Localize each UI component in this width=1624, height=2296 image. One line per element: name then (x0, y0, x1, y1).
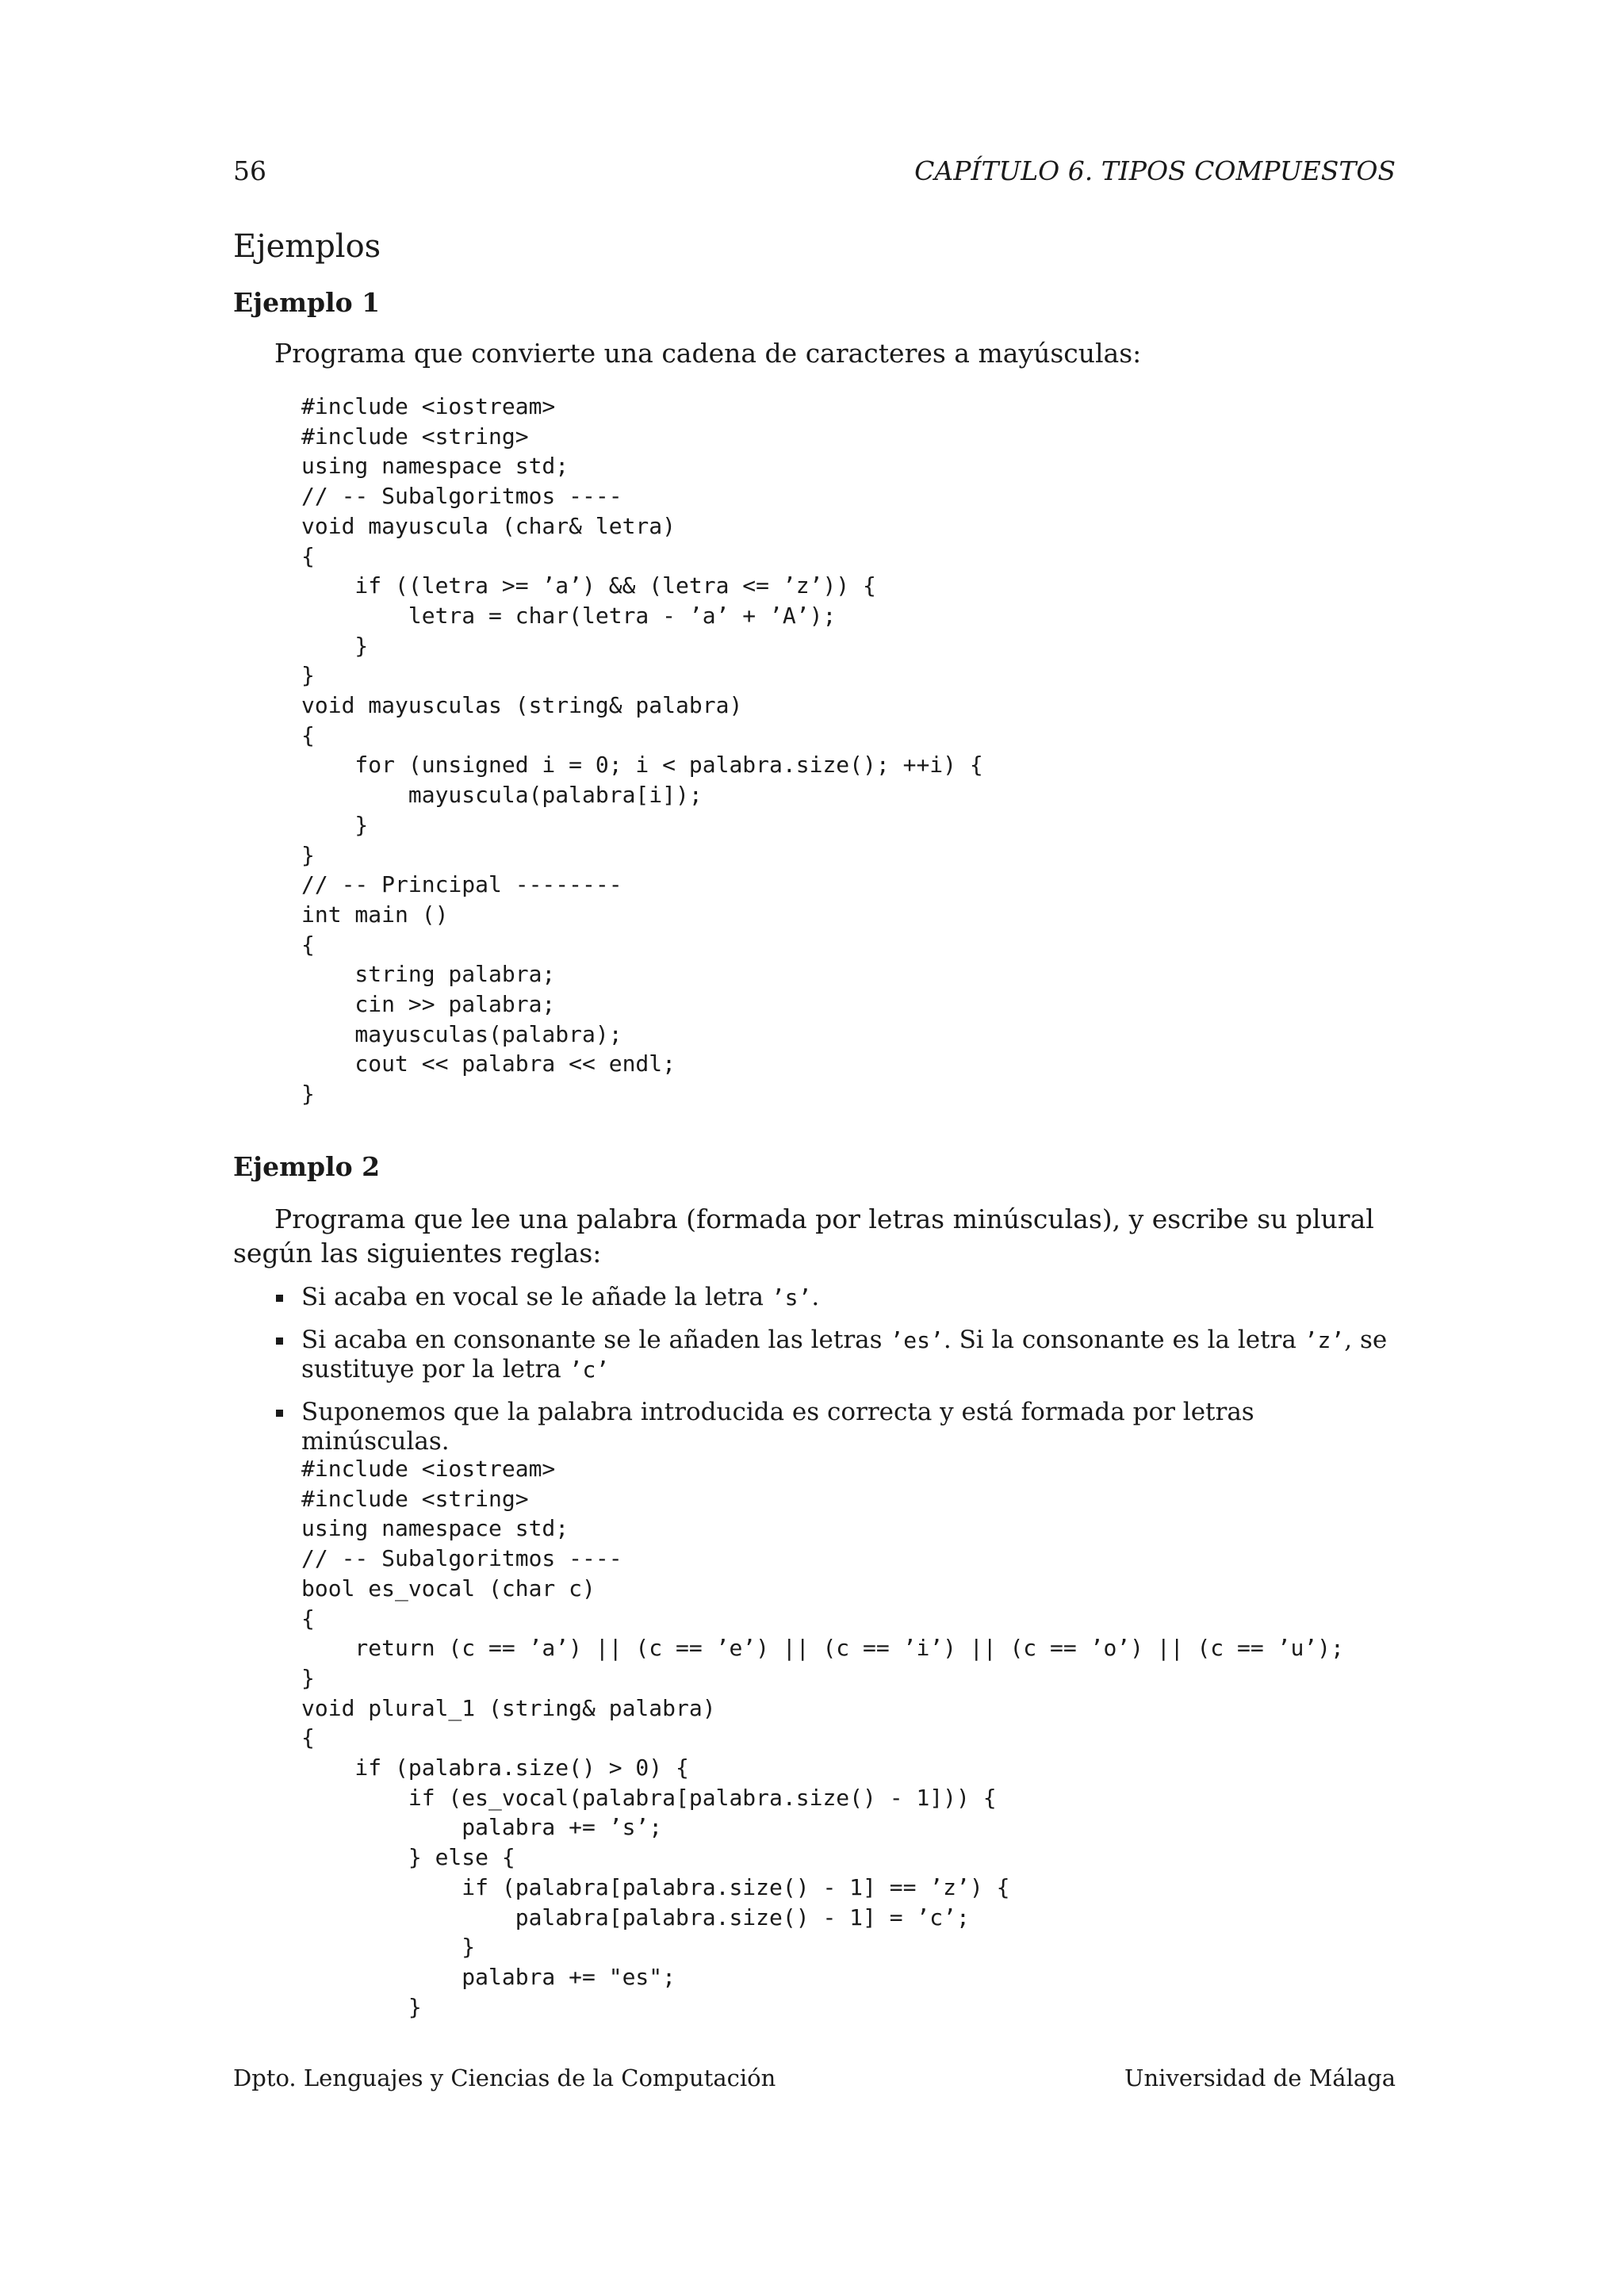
rule-item: Si acaba en vocal se le añade la letra ’s’. (270, 1283, 1396, 1312)
bullet-icon (276, 1410, 283, 1417)
inline-code: ’c’ (569, 1357, 610, 1383)
chapter-title: CAPÍTULO 6. TIPOS COMPUESTOS (914, 155, 1396, 186)
rule-item: Suponemos que la palabra introducida es correcta y está formada por letras minúsculas. (270, 1398, 1396, 1456)
page-number: 56 (233, 155, 266, 186)
running-header (233, 155, 1396, 186)
page-footer (233, 2064, 1396, 2091)
footer-university: Universidad de Málaga (1124, 2064, 1396, 2091)
example-1-description: Programa que convierte una cadena de caracteres a mayúsculas: (274, 338, 1142, 369)
example-2-title: Ejemplo 2 (233, 1151, 381, 1182)
example-1-title: Ejemplo 1 (233, 287, 381, 318)
example-2-code: #include <iostream> #include <string> using namespace std; // -- Subalgoritmos ---- bool es_vocal (char c) { return (c == ’a’) || (c == ’e’) || (c == ’i’) || (c == ’o’) || (c == ’u’); } void plural_1 (string& palabra) { if (palabra.size() > 0) { if (es_vocal(palabra[palabra.size() - 1])) { palabra += ’s’; } else { if (palabra[palabra.size() - 1] == ’z’) { palabra[palabra.size() - 1] = ’c’; } palabra += "es"; } (301, 1456, 1344, 2020)
example-1-code: #include <iostream> #include <string> using namespace std; // -- Subalgoritmos ---- void mayuscula (char& letra) { if ((letra >= ’a’) && (letra <= ’z’)) { letra = char(letra - ’a’ + ’A’); } } void mayusculas (string& palabra) { for (unsigned i = 0; i < palabra.size(); ++i) { mayuscula(palabra[i]); } } // -- Principal -------- int main () { string palabra; cin >> palabra; mayusculas(palabra); cout << palabra << endl; } (301, 393, 983, 1108)
section-title: Ejemplos (233, 228, 381, 265)
example-2-description: Programa que lee una palabra (formada por letras minúsculas), y escribe su plural según las siguientes reglas: (233, 1203, 1374, 1269)
inline-code: ’s’ (771, 1284, 812, 1311)
inline-code: ’z’ (1304, 1327, 1345, 1353)
inline-code: ’es’ (890, 1327, 944, 1353)
footer-department: Dpto. Lenguajes y Ciencias de la Computación (233, 2064, 776, 2091)
bullet-icon (276, 1295, 283, 1302)
rules-list (270, 1283, 1396, 1470)
bullet-icon (276, 1337, 283, 1345)
rule-item: Si acaba en consonante se le añaden las letras ’es’. Si la consonante es la letra ’z’, se sustituye por la letra ’c’ (270, 1326, 1396, 1384)
